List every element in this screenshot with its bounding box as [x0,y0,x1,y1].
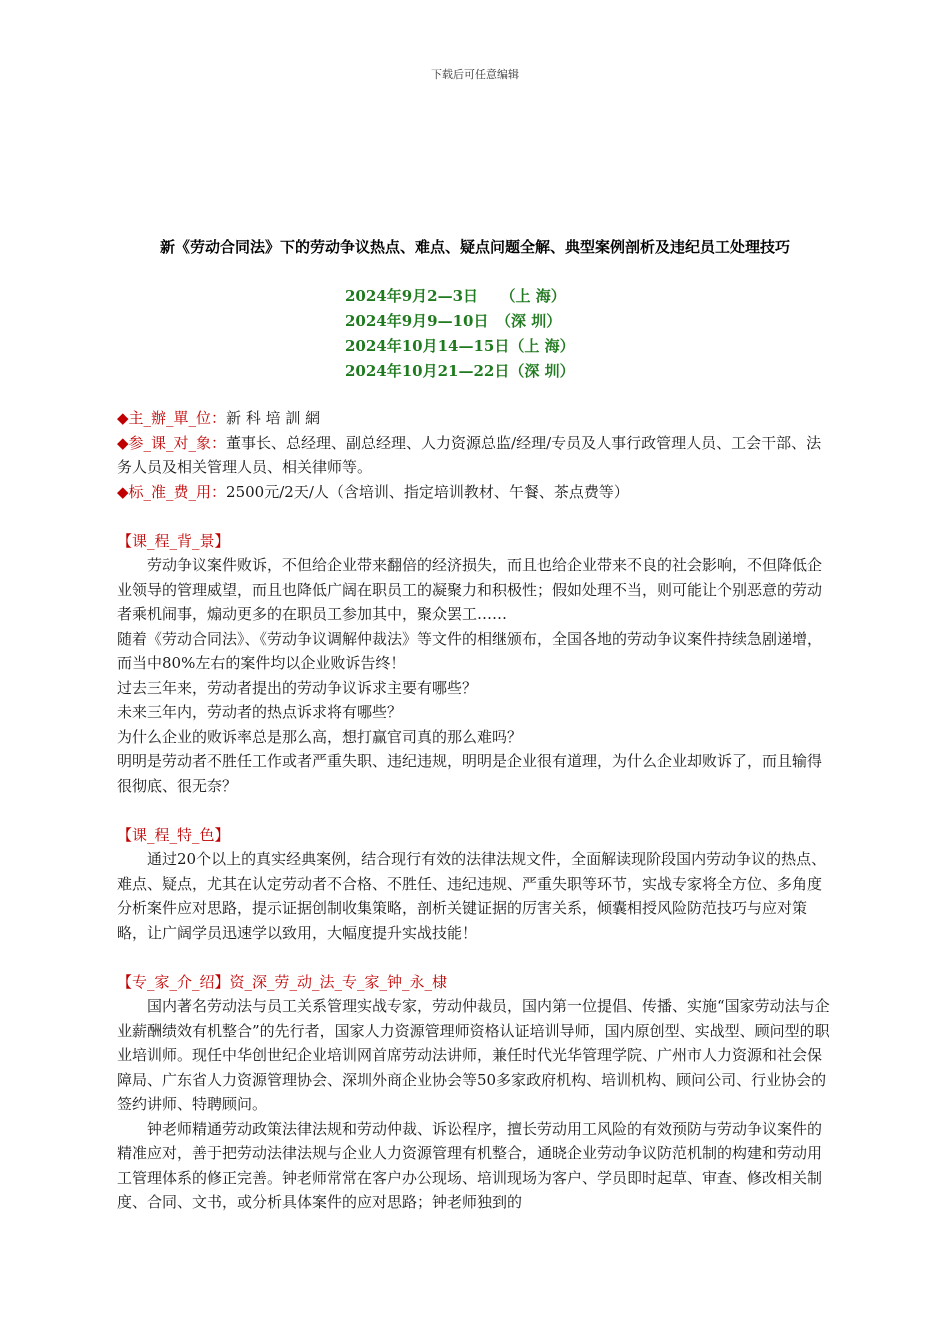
features-paragraph: 通过20个以上的真实经典案例，结合现行有效的法律法规文件，全面解读现阶段国内劳动争议的热点、难点、疑点，尤其在认定劳动者不合格、不胜任、违纪违规、严重失职等环节，实战专家将全方位、多角度分析案件应对思路，提示证据创制收集策略，剖析关键证据的厉害关系，倾囊相授风险防范技巧与应对策略，让广阔学员迅速学以致用，大幅度提升实战技能！ [117,850,827,942]
header-note: 下载后可任意编辑 [431,68,519,81]
session-schedule [345,284,645,384]
background-heading: 【课_程_背_景】 [117,531,230,550]
background-question: 为什么企业的败诉率总是那么高，想打赢官司真的那么难吗？ [117,727,523,746]
expert-paragraph: 国内著名劳动法与员工关系管理实战专家，劳动仲裁员，国内第一位提倡、传播、实施“国家劳动法与企业薪酬绩效有机整合”的先行者，国家人力资源管理师资格认证培训导师，国内原创型、实战型、顾问型的职业培训师。现任中华创世纪企业培训网首席劳动法讲师，兼任时代光华管理学院、广州市人力资源和社会保障局、广东省人力资源管理协会、深圳外商企业协会等50多家政府机构、培训机构、顾问公司、行业协会的签约讲师、特聘顾问。 [117,997,830,1113]
fee-value: 2500元/2天/人（含培训、指定培训教材、午餐、茶点费等） [226,482,629,501]
organizer-label: ◆主_辦_單_位： [117,409,227,427]
session-item: 2024年9月9—10日 （深 圳） [345,312,562,330]
background-question: 明明是劳动者不胜任工作或者严重失职、违纪违规，明明是企业很有道理，为什么企业却败诉了，而且输得很彻底、很无奈？ [117,752,823,795]
background-question: 未来三年内，劳动者的热点诉求将有哪些？ [117,703,403,721]
expert-heading: 【专_家_介_绍】资_深_劳_动_法_专_家_钟_永_棣 [117,972,448,991]
features-heading: 【课_程_特_色】 [117,825,230,844]
document-body [117,406,833,1215]
background-question: 过去三年来，劳动者提出的劳动争议诉求主要有哪些？ [117,678,478,697]
organizer-value: 新 科 培 訓 網 [226,409,321,427]
expert-paragraph: 钟老师精通劳动政策法律法规和劳动仲裁、诉讼程序，擅长劳动用工风险的有效预防与劳动争议案件的精准应对，善于把劳动法律法规与企业人力资源管理有机整合，通晓企业劳动争议防范机制的构建和劳动用工管理体系的修正完善。钟老师常常在客户办公现场、培训现场为客户、学员即时起草、审查、修改相关制度、合同、文书，或分析具体案件的应对思路；钟老师独到的 [117,1119,823,1211]
audience-line [117,431,833,480]
session-item: 2024年10月14—15日（上 海） [345,337,575,355]
organizer-line [117,406,833,431]
background-paragraph: 劳动争议案件败诉，不但给企业带来翻倍的经济损失，而且也给企业带来不良的社会影响，不但降低企业领导的管理威望，而且也降低广阔在职员工的凝聚力和积极性；假如处理不当，则可能让个别恶意的劳动者乘机闹事，煽动更多的在职员工参加其中，聚众罢工…… [117,556,823,623]
background-paragraph: 随着《劳动合同法》、《劳动争议调解仲裁法》等文件的相继颁布，全国各地的劳动争议案件持续急剧递增，而当中80%左右的案件均以企业败诉告终！ [117,629,823,672]
audience-value: 董事长、总经理、副总经理、人力资源总监/经理/专员及人事行政管理人员、工会干部、法务人员及相关管理人员、相关律师等。 [117,433,822,476]
fee-line [117,480,833,505]
session-item: 2024年10月21—22日（深 圳） [345,362,575,380]
audience-label: ◆参_课_对_象： [117,433,227,452]
fee-label: ◆标_准_费_用： [117,482,227,501]
document-title: 新《劳动合同法》下的劳动争议热点、难点、疑点问题全解、典型案例剖析及违纪员工处理技巧 [159,238,790,256]
session-item: 2024年9月2—3日 （上 海） [345,287,566,305]
